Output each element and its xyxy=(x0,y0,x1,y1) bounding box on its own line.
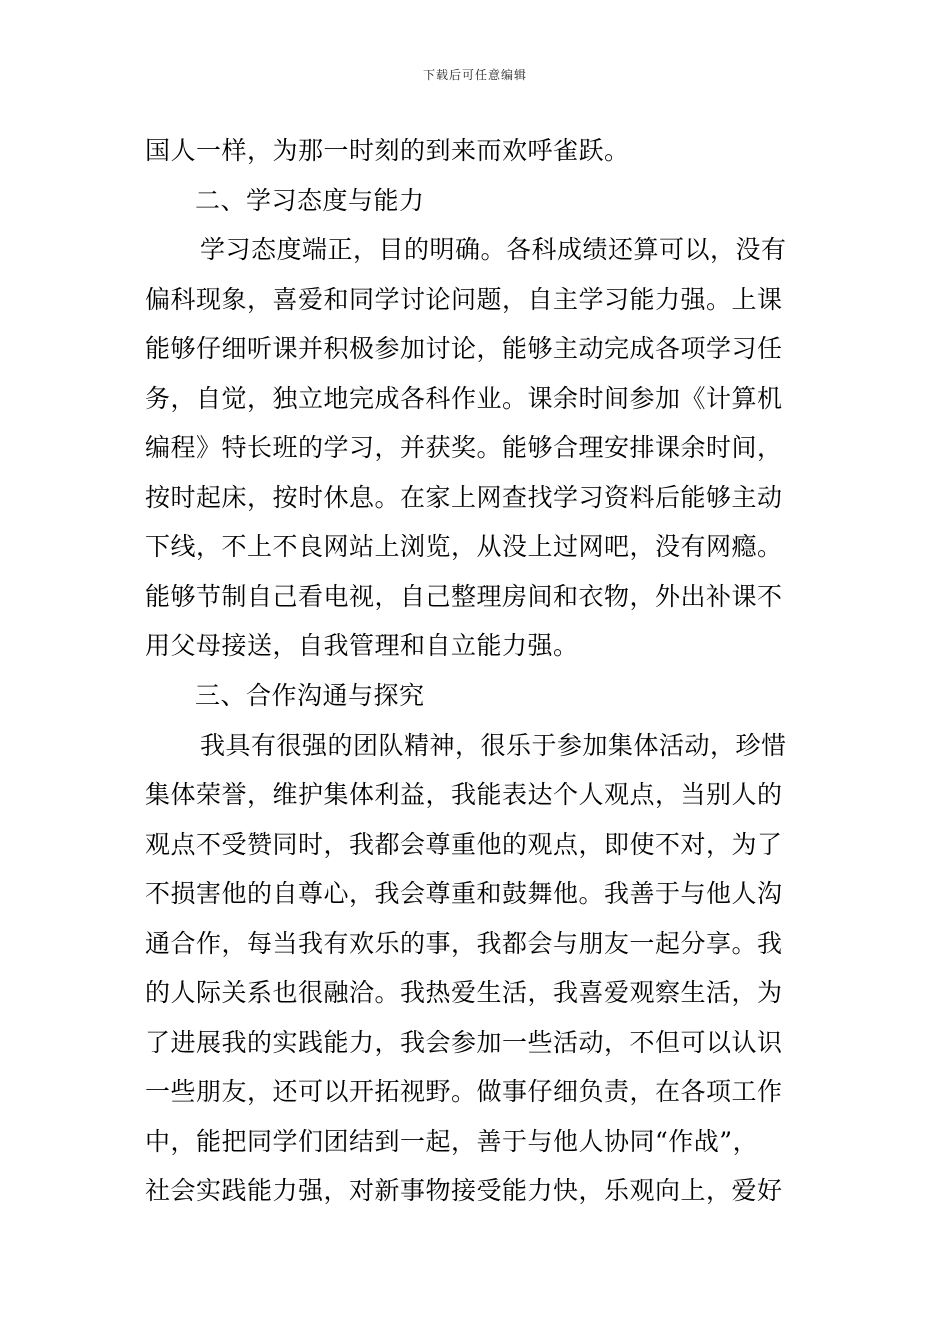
page-header: 下载后可任意编辑 xyxy=(422,68,527,82)
paragraph-first-line: 我具有很强的团队精神，很乐于参加集体活动，珍惜 xyxy=(200,730,787,760)
text-line: 集体荣誉，维护集体利益，我能表达个人观点，当别人的 xyxy=(145,780,783,810)
text-line: 观点不受赞同时，我都会尊重他的观点，即使不对，为了 xyxy=(145,829,783,859)
paragraph-first-line: 学习态度端正，目的明确。各科成绩还算可以，没有 xyxy=(200,235,787,265)
text-line: 了进展我的实践能力，我会参加一些活动，不但可以认识 xyxy=(145,1027,783,1057)
text-line: 能够仔细听课并积极参加讨论，能够主动完成各项学习任 xyxy=(145,334,783,364)
text-line: 偏科现象，喜爱和同学讨论问题，自主学习能力强。上课 xyxy=(145,284,783,314)
text-line: 的人际关系也很融洽。我热爱生活，我喜爱观察生活，为 xyxy=(145,978,783,1008)
section-heading: 二、学习态度与能力 xyxy=(195,185,425,215)
document-body xyxy=(145,126,810,1216)
section-heading: 三、合作沟通与探究 xyxy=(195,681,425,711)
text-line: 国人一样，为那一时刻的到来而欢呼雀跃。 xyxy=(145,136,630,165)
text-line: 能够节制自己看电视，自己整理房间和衣物，外出补课不 xyxy=(145,581,783,611)
text-line: 务，自觉，独立地完成各科作业。课余时间参加《计算机 xyxy=(145,383,783,413)
text-line: 不损害他的自尊心，我会尊重和鼓舞他。我善于与他人沟 xyxy=(145,879,783,909)
text-line: 下线，不上不良网站上浏览，从没上过网吧，没有网瘾。 xyxy=(145,532,783,562)
text-line: 一些朋友，还可以开拓视野。做事仔细负责，在各项工作 xyxy=(145,1077,783,1107)
text-line: 按时起床，按时休息。在家上网查找学习资料后能够主动 xyxy=(145,482,783,512)
text-line: 编程》特长班的学习，并获奖。能够合理安排课余时间， xyxy=(145,433,783,463)
text-line: 用父母接送，自我管理和自立能力强。 xyxy=(145,631,579,661)
text-line: 社会实践能力强，对新事物接受能力快，乐观向上，爱好 xyxy=(145,1176,783,1206)
text-line: 中，能把同学们团结到一起，善于与他人协同“作战”， xyxy=(145,1126,759,1156)
text-line: 通合作，每当我有欢乐的事，我都会与朋友一起分享。我 xyxy=(145,928,783,958)
